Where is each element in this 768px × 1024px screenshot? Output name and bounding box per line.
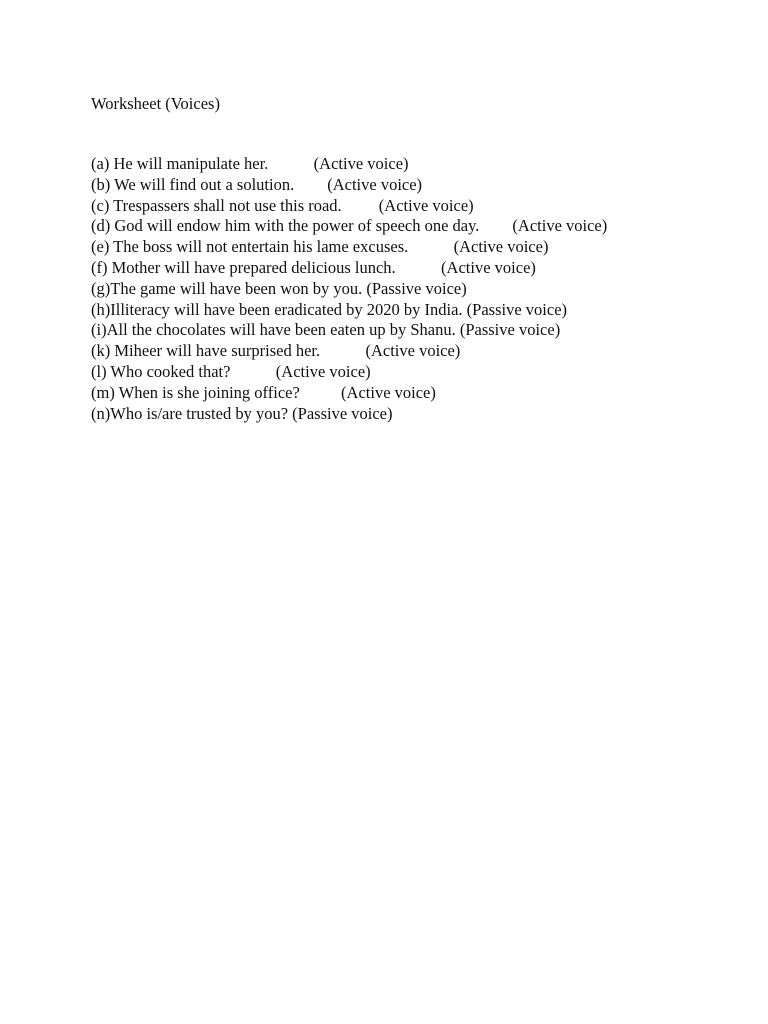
sentence-g: (g)The game will have been won by you. (Passive voice) — [91, 278, 467, 298]
sentence-e: (e) The boss will not entertain his lame excuses. (Active voice) — [91, 237, 549, 257]
sentence-l: (l) Who cooked that? (Active voice) — [91, 361, 371, 381]
sentence-c: (c) Trespassers shall not use this road. (Active voice) — [91, 195, 474, 215]
sentence-k: (k) Miheer will have surprised her. (Active voice) — [91, 341, 461, 361]
sentence-h: (h)Illiteracy will have been eradicated by 2020 by India. (Passive voice) — [91, 299, 568, 319]
sentence-list — [91, 154, 751, 424]
sentence-i: (i)All the chocolates will have been eaten up by Shanu. (Passive voice) — [91, 320, 561, 340]
worksheet-page — [91, 94, 751, 424]
worksheet-title: Worksheet (Voices) — [91, 94, 220, 113]
sentence-m: (m) When is she joining office? (Active voice) — [91, 382, 436, 402]
sentence-b: (b) We will find out a solution. (Active voice) — [91, 174, 423, 194]
sentence-d: (d) God will endow him with the power of speech one day. (Active voice) — [91, 216, 608, 236]
sentence-a: (a) He will manipulate her. (Active voice) — [91, 154, 409, 173]
sentence-n: (n)Who is/are trusted by you? (Passive voice) — [91, 403, 393, 423]
sentence-f: (f) Mother will have prepared delicious lunch. (Active voice) — [91, 257, 536, 277]
